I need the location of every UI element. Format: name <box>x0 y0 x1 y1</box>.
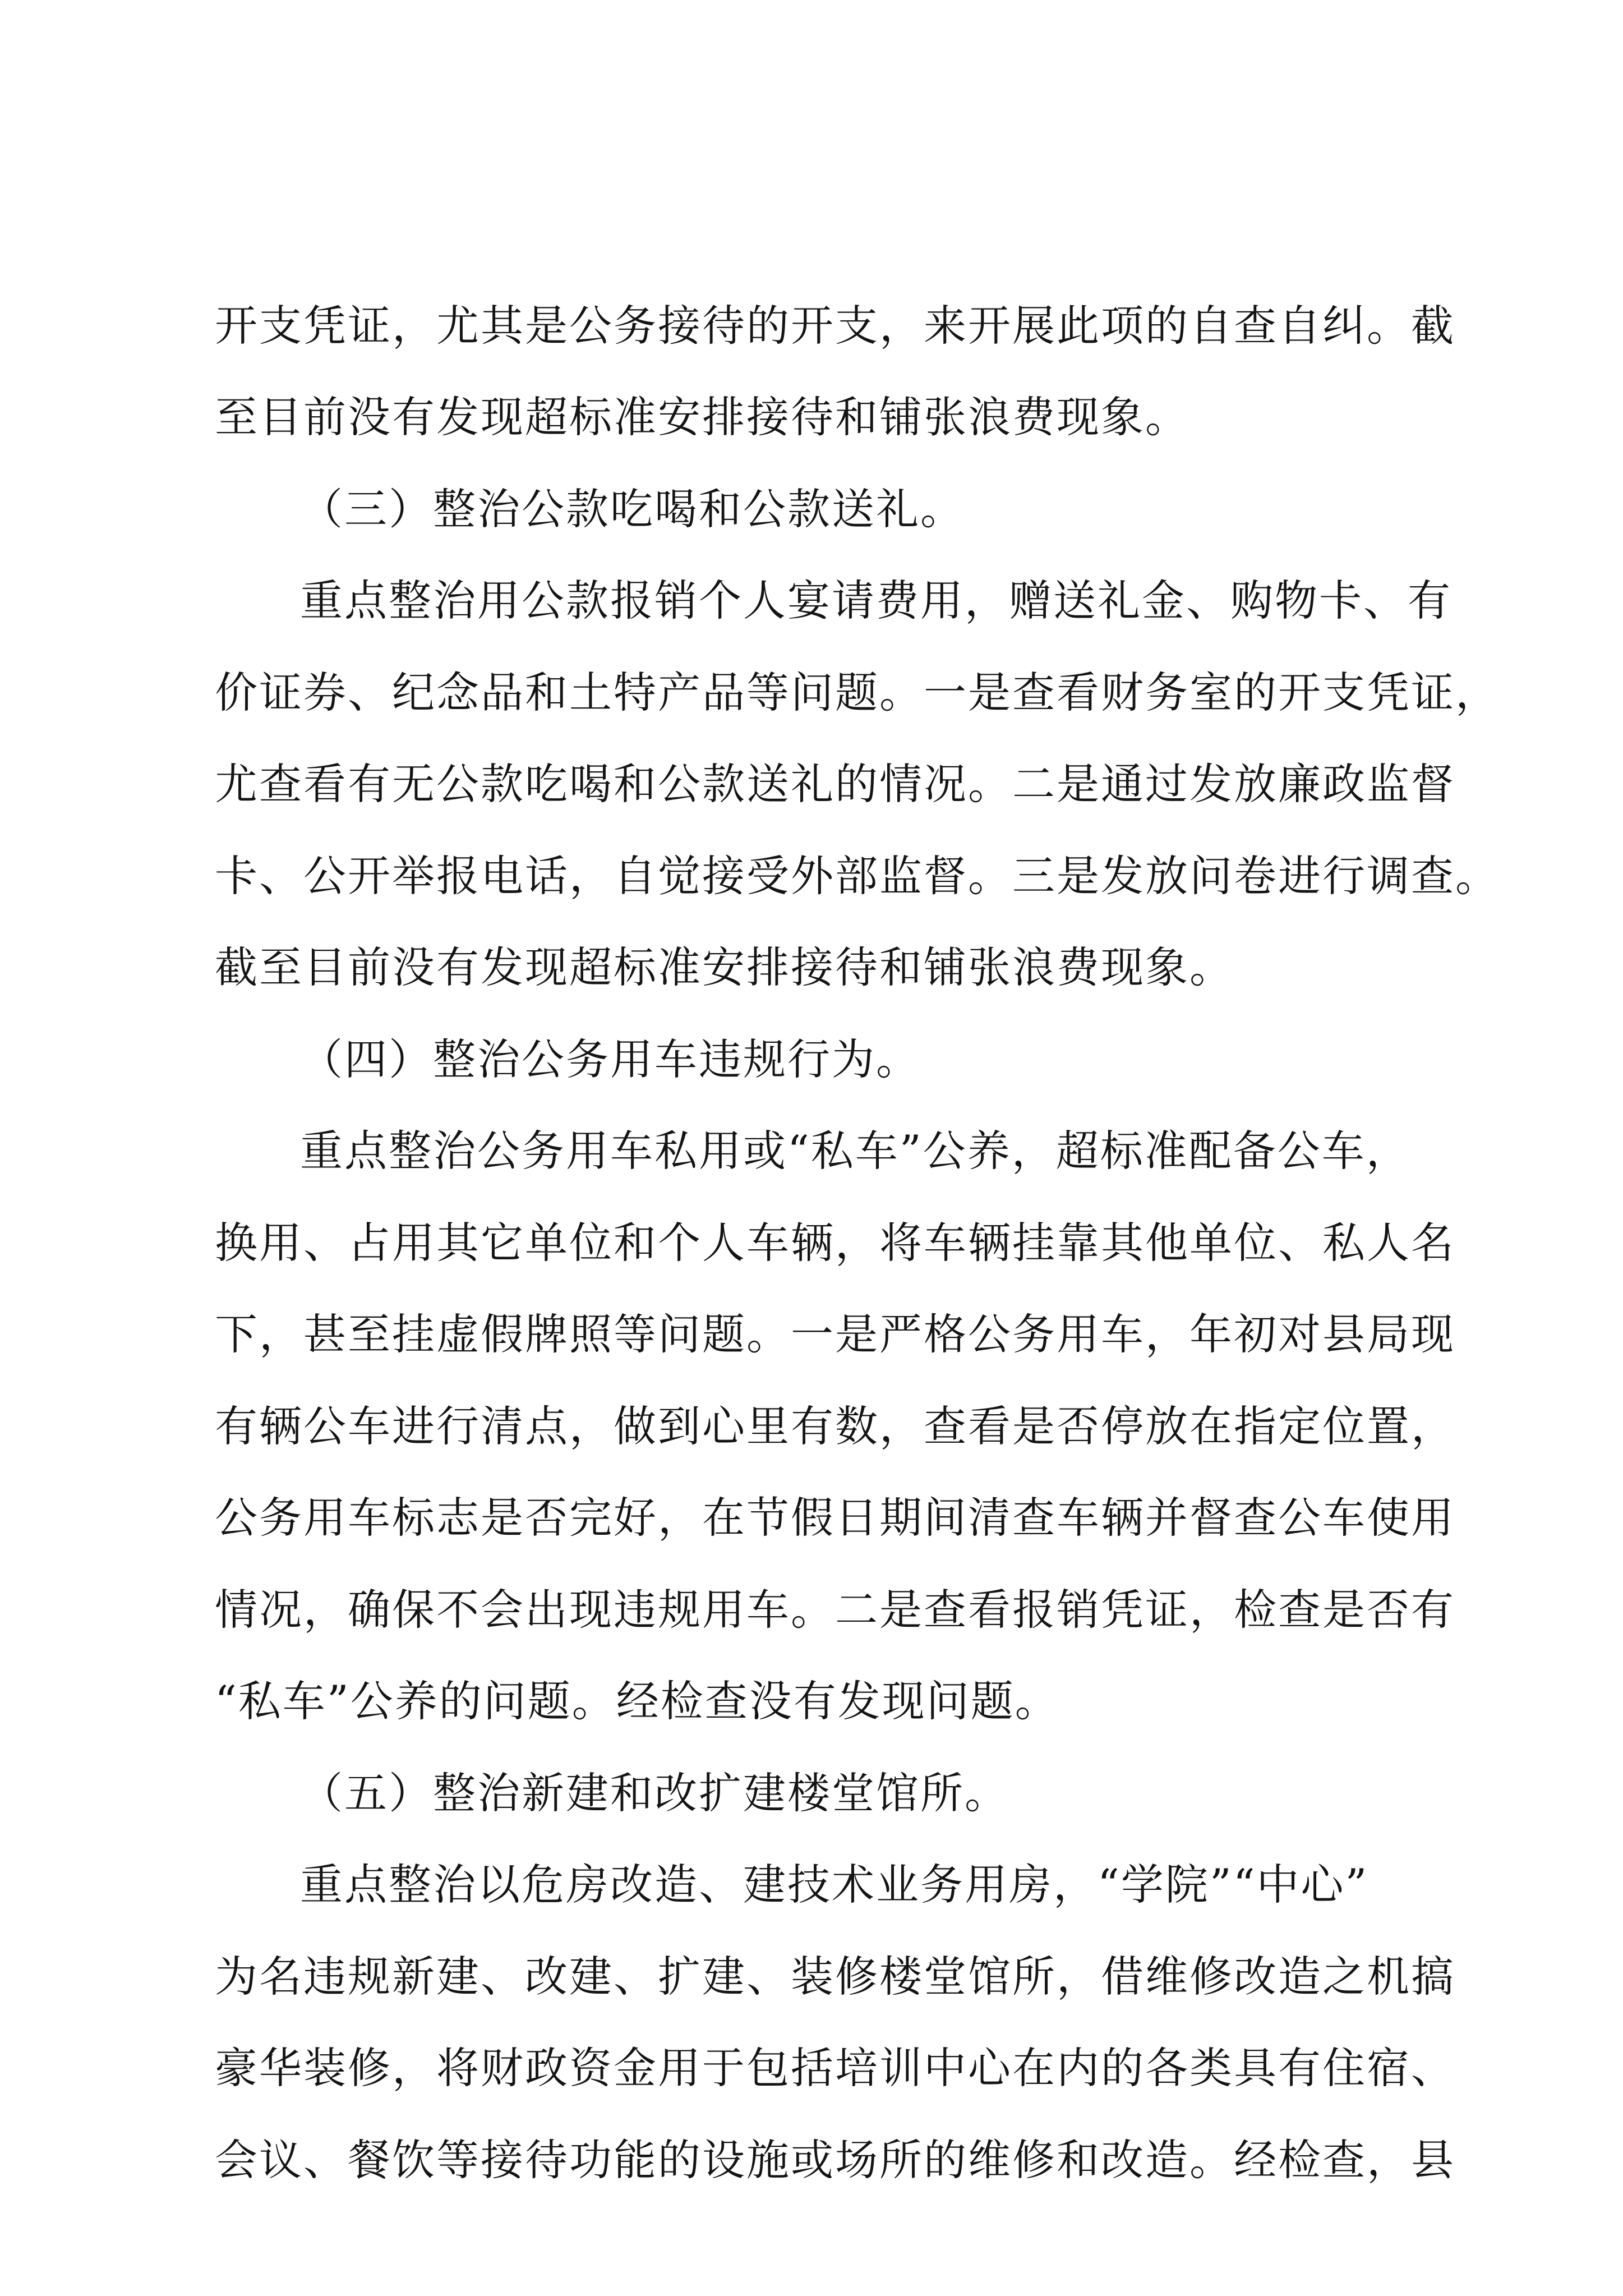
body-text-line: 豪华装修，将财政资金用于包括培训中心在内的各类具有住宿、 <box>215 2043 1455 2093</box>
body-text-line: 重点整治公务用车私用或“私车”公养，超标准配备公车， <box>300 1126 1410 1176</box>
section-heading: （五）整治新建和改扩建楼堂馆所。 <box>300 1768 1009 1818</box>
body-text-line: 开支凭证，尤其是公务接待的开支，来开展此项的自查自纠。截 <box>215 301 1455 351</box>
body-text-line: 下，甚至挂虚假牌照等问题。一是严格公务用车，年初对县局现 <box>215 1309 1455 1359</box>
body-text-line: 至目前没有发现超标准安排接待和铺张浪费现象。 <box>215 392 1189 442</box>
body-text-line: 为名违规新建、改建、扩建、装修楼堂馆所，借维修改造之机搞 <box>215 1952 1455 2001</box>
body-text-line: 换用、占用其它单位和个人车辆，将车辆挂靠其他单位、私人名 <box>215 1218 1455 1268</box>
body-text-line: 尤查看有无公款吃喝和公款送礼的情况。二是通过发放廉政监督 <box>215 759 1455 809</box>
section-heading: （四）整治公务用车违规行为。 <box>300 1034 920 1084</box>
body-text-line: 截至目前没有发现超标准安排接待和铺张浪费现象。 <box>215 942 1234 992</box>
body-text-line: “私车”公养的问题。经检查没有发现问题。 <box>215 1676 1059 1726</box>
section-heading: （三）整治公款吃喝和公款送礼。 <box>300 484 965 534</box>
body-text-line: 价证券、纪念品和土特产品等问题。一是查看财务室的开支凭证， <box>215 668 1500 717</box>
body-text-line: 重点整治以危房改造、建技术业务用房，“学院”“中心” <box>300 1860 1369 1910</box>
body-text-line: 情况，确保不会出现违规用车。二是查看报销凭证，检查是否有 <box>215 1585 1455 1635</box>
body-text-line: 公务用车标志是否完好，在节假日期间清查车辆并督查公车使用 <box>215 1493 1455 1543</box>
body-text-line: 有辆公车进行清点，做到心里有数，查看是否停放在指定位置， <box>215 1401 1455 1451</box>
body-text-line: 重点整治用公款报销个人宴请费用，赠送礼金、购物卡、有 <box>300 576 1452 625</box>
body-text-line: 会议、餐饮等接待功能的设施或场所的维修和改造。经检查，县 <box>215 2135 1455 2185</box>
body-text-line: 卡、公开举报电话，自觉接受外部监督。三是发放问卷进行调查。 <box>215 851 1500 901</box>
